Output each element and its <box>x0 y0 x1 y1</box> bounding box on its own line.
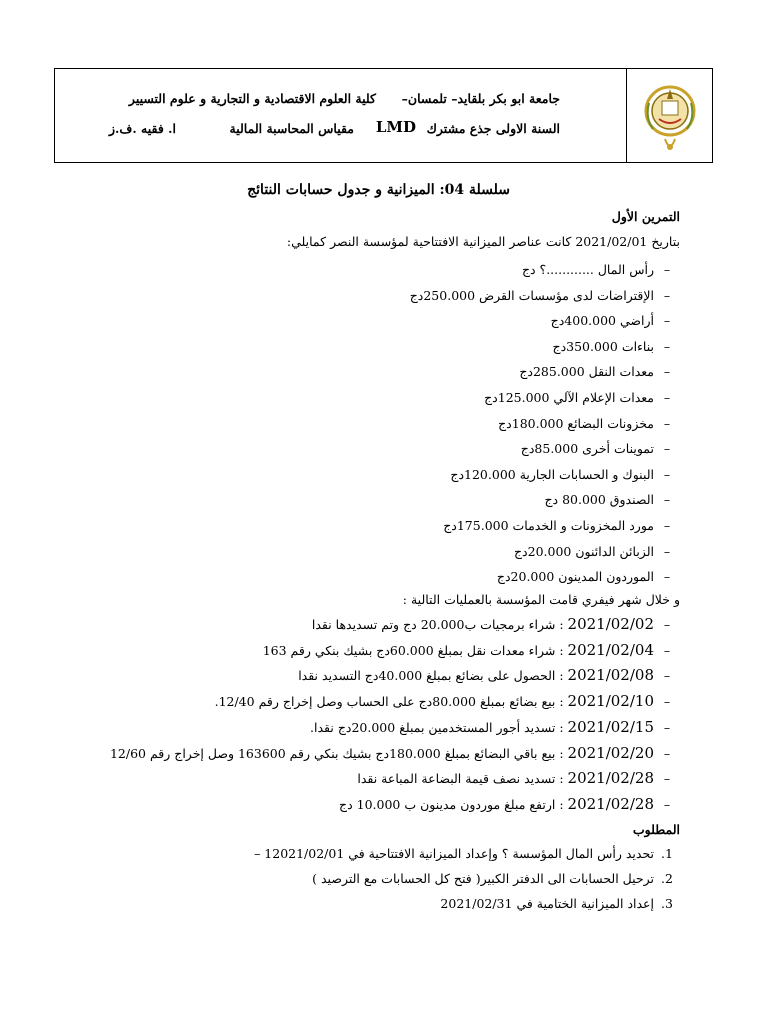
logo-box <box>626 69 712 162</box>
operation-item <box>110 744 680 762</box>
list-item <box>497 569 680 584</box>
operation-text: : تسديد أجور المستخدمين بمبلغ 20.000دج نقدا. <box>310 719 564 735</box>
dash-bullet: – <box>663 441 671 457</box>
dash-bullet: – <box>663 466 671 482</box>
lmd-label: LMD <box>375 118 416 136</box>
operation-date: 2021/02/15 <box>567 717 654 736</box>
list-item <box>484 390 680 405</box>
operation-item <box>263 641 680 659</box>
operation-item <box>339 795 680 813</box>
dash-bullet: – <box>663 569 671 585</box>
list-item <box>450 467 680 482</box>
required-number: 1. <box>661 846 673 861</box>
balance-item-text: معدات النقل 285.000دج <box>519 364 654 380</box>
balance-item-text: تموينات أخرى 85.000دج <box>520 441 654 457</box>
required-item <box>440 896 680 911</box>
balance-item-text: رأس المال ............؟ دج <box>521 262 654 277</box>
dash-bullet: – <box>663 364 671 380</box>
list-item <box>514 544 680 559</box>
list-item <box>519 364 680 379</box>
list-item <box>553 339 681 354</box>
exercise-title: التمرين الأول <box>611 209 680 224</box>
required-text: تحديد رأس المال المؤسسة ؟ وإعداد الميزانية الافتتاحية في 12021/02/01 – <box>254 846 654 861</box>
balance-item-text: بناءات 350.000دج <box>552 338 654 354</box>
dash-bullet: – <box>663 617 671 632</box>
list-item <box>521 441 680 456</box>
operations-intro: و خلال شهر فيفري قامت المؤسسة بالعمليات التالية : <box>402 592 680 607</box>
list-item <box>522 262 680 277</box>
operation-date: 2021/02/20 <box>567 743 654 762</box>
required-text: إعداد الميزانية الختامية في 2021/02/31 <box>440 896 654 911</box>
operation-text: : تسديد نصف قيمة البضاعة المباعة نقدا <box>357 771 564 787</box>
operation-text: : شراء معدات نقل بمبلغ 60.000دج بشيك بنكي رقم 163 <box>262 642 564 658</box>
operation-item <box>310 718 680 736</box>
header-text <box>55 69 626 162</box>
operation-text: : الحصول على بضائع بمبلغ 40.000دج التسديد نقدا <box>298 668 564 684</box>
list-item <box>551 313 680 328</box>
operation-item <box>357 769 680 787</box>
subject-name: مقياس المحاسبة المالية <box>229 121 354 136</box>
dash-bullet: – <box>663 796 671 812</box>
list-item <box>498 416 680 431</box>
balance-item-text: الصندوق 80.000 دج <box>544 492 654 508</box>
balance-item-text: الإقتراضات لدى مؤسسات القرض 250.000دج <box>409 287 654 303</box>
dash-bullet: – <box>663 771 671 787</box>
operation-text: : ارتفع مبلغ موردون مدينون ب 10.000 دج <box>339 796 564 812</box>
exercise-intro: بتاريخ 2021/02/01 كانت عناصر الميزانية الافتتاحية لمؤسسة النصر كمايلي: <box>286 234 680 249</box>
operation-date: 2021/02/10 <box>567 692 654 711</box>
dash-bullet: – <box>663 313 671 329</box>
balance-item-text: معدات الإعلام الآلي 125.000دج <box>484 390 654 405</box>
list-item <box>544 492 680 507</box>
operation-item <box>312 615 680 633</box>
dash-bullet: – <box>663 694 671 710</box>
document-header <box>54 68 713 163</box>
university-logo-icon <box>637 73 703 159</box>
dash-bullet: – <box>663 719 671 735</box>
required-number: 3. <box>661 896 673 911</box>
operation-text: : بيع باقي البضائع بمبلغ 180.000دج بشيك بنكي رقم 163600 وصل إخراج رقم 12/60 <box>109 745 564 761</box>
balance-item-text: أراضي 400.000دج <box>550 313 654 329</box>
dash-bullet: – <box>663 543 671 559</box>
balance-item-text: الموردون المدينون 20.000دج <box>496 569 654 585</box>
operation-date: 2021/02/04 <box>567 640 654 659</box>
operation-item <box>215 692 680 710</box>
dash-bullet: – <box>663 745 671 761</box>
operation-date: 2021/02/08 <box>567 666 654 685</box>
operation-text: : شراء برمجيات ب20.000 دج وتم تسديدها نقدا <box>311 617 564 632</box>
dash-bullet: – <box>663 415 671 431</box>
academic-year: السنة الاولى جذع مشترك <box>426 121 560 136</box>
dash-bullet: – <box>663 642 671 658</box>
dash-bullet: – <box>663 518 671 533</box>
university-name: جامعة ابو بكر بلقايد– تلمسان– <box>401 91 560 106</box>
balance-item-text: البنوك و الحسابات الجارية 120.000دج <box>450 466 654 482</box>
required-item <box>254 846 680 861</box>
list-item <box>410 288 680 303</box>
series-title: سلسلة 04: الميزانية و جدول حسابات النتائج <box>247 182 510 198</box>
operation-date: 2021/02/02 <box>567 615 654 633</box>
operation-date: 2021/02/28 <box>567 794 654 813</box>
dash-bullet: – <box>663 262 671 277</box>
dash-bullet: – <box>663 668 671 684</box>
teacher-name: ا. فقيه .ف.ز <box>109 121 176 136</box>
operation-text: : بيع بضائع بمبلغ 80.000دج على الحساب وصل إخراج رقم 12/40. <box>214 694 564 710</box>
dash-bullet: – <box>663 390 671 405</box>
faculty-name: كلية العلوم الاقتصادية و التجارية و علوم التسيير <box>128 91 376 106</box>
required-number: 2. <box>661 871 673 886</box>
required-item <box>312 871 680 886</box>
list-item <box>443 518 680 533</box>
operation-date: 2021/02/28 <box>567 769 654 788</box>
required-text: ترحيل الحسابات الى الدفتر الكبير( فتح كل الحسابات مع الترصيد ) <box>312 871 654 886</box>
required-title: المطلوب <box>632 822 680 837</box>
dash-bullet: – <box>663 338 671 354</box>
balance-item-text: مورد المخزونات و الخدمات 175.000دج <box>443 518 654 533</box>
balance-item-text: الزبائن الدائنون 20.000دج <box>513 543 654 559</box>
dash-bullet: – <box>663 492 671 508</box>
operation-item <box>298 666 680 684</box>
balance-item-text: مخزونات البضائع 180.000دج <box>498 415 654 431</box>
dash-bullet: – <box>663 287 671 303</box>
